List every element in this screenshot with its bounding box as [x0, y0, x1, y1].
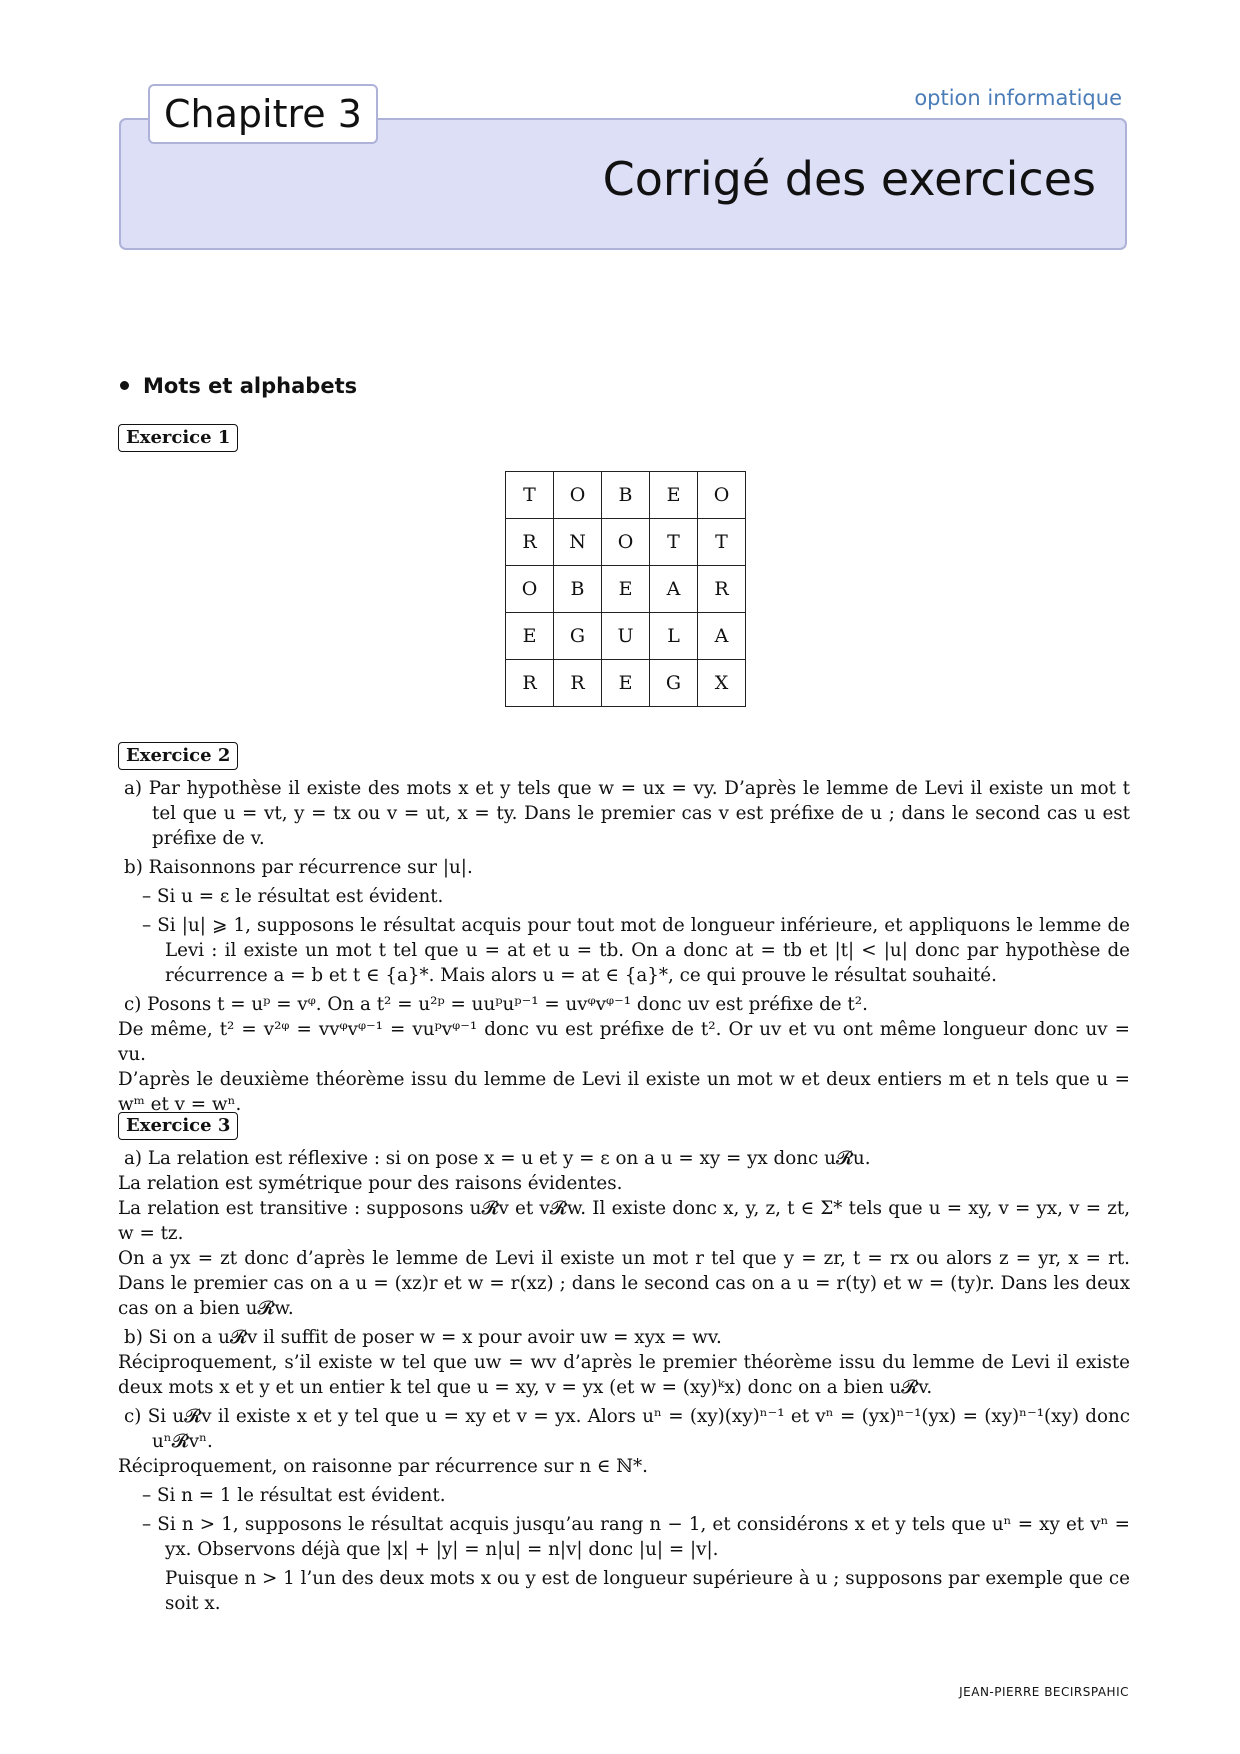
ex3-part-a: a) La relation est réflexive : si on pose x = u et y = ε on a u = xy = yx donc u𝓡u.	[124, 1148, 871, 1169]
grid-cell: A	[698, 613, 746, 660]
ex2-part-a: a) Par hypothèse il existe des mots x et y tels que w = ux = vy. D’après le lemme de Levi il existe un mot t tel que u = vt, y = tx ou v = ut, x = ty. Dans le premier cas v est préfixe de u ; dans le second cas u est préfixe de v.	[124, 778, 1130, 849]
grid-cell: R	[698, 566, 746, 613]
grid-cell: E	[506, 613, 554, 660]
ex3-part-b: b) Si on a u𝓡v il suffit de poser w = x pour avoir uw = xyx = wv.	[124, 1327, 722, 1348]
ex3-c-case-2: – Si n > 1, supposons le résultat acquis jusqu’au rang n − 1, et considérons x et y tels que uⁿ = xy et vⁿ = yx. Observons déjà que |x| + |y| = n|u| = n|v| donc |u| = |v|.	[142, 1514, 1130, 1560]
grid-cell: T	[506, 472, 554, 519]
chapter-label: Chapitre 3	[148, 84, 378, 144]
ex3-b-text-2: Réciproquement, s’il existe w tel que uw = wv d’après le premier théorème issu du lemme de Levi il existe deux mots x et y et un entier k tel que u = xy, v = yx (et w = (xy)ᵏx) donc on a bien u𝓡v.	[118, 1352, 1130, 1398]
grid-cell: B	[602, 472, 650, 519]
grid-cell: O	[698, 472, 746, 519]
grid-cell: N	[554, 519, 602, 566]
ex2-b-case-1: – Si u = ε le résultat est évident.	[142, 886, 444, 907]
section-title: Mots et alphabets	[143, 374, 358, 398]
grid-cell: R	[554, 660, 602, 707]
grid-cell: L	[650, 613, 698, 660]
grid-cell: T	[650, 519, 698, 566]
grid-row	[506, 660, 746, 707]
ex3-a-text-3: La relation est transitive : supposons u𝓡v et v𝓡w. Il existe donc x, y, z, t ∈ Σ* tels que u = xy, v = yx, v = zt, w = tz.	[118, 1198, 1130, 1244]
option-label: option informatique	[914, 86, 1122, 110]
ex3-c-case-2-cont: Puisque n > 1 l’un des deux mots x ou y est de longueur supérieure à u ; supposons par exemple que ce soit x.	[165, 1568, 1130, 1614]
ex3-a-text-2: La relation est symétrique pour des raisons évidentes.	[118, 1173, 623, 1194]
bullet-icon	[120, 381, 129, 390]
section-heading	[120, 374, 357, 398]
ex3-c-text-2: Réciproquement, on raisonne par récurrence sur n ∈ ℕ*.	[118, 1456, 648, 1477]
exercise-2-label: Exercice 2	[118, 742, 238, 770]
ex3-part-c: c) Si u𝓡v il existe x et y tel que u = xy et v = yx. Alors uⁿ = (xy)(xy)ⁿ⁻¹ et vⁿ = (yx)ⁿ⁻¹(yx) = (xy)ⁿ⁻¹(xy) donc uⁿ𝓡vⁿ.	[124, 1406, 1130, 1452]
grid-cell: G	[650, 660, 698, 707]
grid-cell: O	[602, 519, 650, 566]
grid-cell: A	[650, 566, 698, 613]
grid-cell: E	[602, 660, 650, 707]
grid-cell: R	[506, 519, 554, 566]
grid-cell: U	[602, 613, 650, 660]
grid-cell: G	[554, 613, 602, 660]
grid-cell: B	[554, 566, 602, 613]
grid-row	[506, 519, 746, 566]
grid-cell: E	[602, 566, 650, 613]
grid-row	[506, 472, 746, 519]
ex3-a-text-4: On a yx = zt donc d’après le lemme de Levi il existe un mot r tel que y = zr, t = rx ou alors z = yr, x = rt. Dans le premier cas on a u = (xz)r et w = r(xz) ; dans le second cas on a u = r(ty) et w = (ty)r. Dans les deux cas on a bien u𝓡w.	[118, 1248, 1130, 1319]
grid-cell: O	[554, 472, 602, 519]
ex2-c-text-2: De même, t² = v²ᵠ = vvᵠvᵠ⁻¹ = vuᵖvᵠ⁻¹ donc vu est préfixe de t². Or uv et vu ont même longueur donc uv = vu.	[118, 1019, 1130, 1065]
grid-cell: X	[698, 660, 746, 707]
grid-row	[506, 566, 746, 613]
ex2-c-text-3: D’après le deuxième théorème issu du lemme de Levi il existe un mot w et deux entiers m et n tels que u = wᵐ et v = wⁿ.	[118, 1069, 1130, 1115]
ex3-c-case-1: – Si n = 1 le résultat est évident.	[142, 1485, 446, 1506]
ex2-part-b: b) Raisonnons par récurrence sur |u|.	[124, 857, 473, 878]
page-title: Corrigé des exercices	[602, 152, 1096, 206]
exercise-1-label: Exercice 1	[118, 424, 238, 452]
exercise-3-body	[118, 1146, 1130, 1616]
grid-cell: R	[506, 660, 554, 707]
grid-cell: T	[698, 519, 746, 566]
letter-grid	[505, 471, 746, 707]
exercise-2-body	[118, 776, 1130, 1117]
exercise-3-label: Exercice 3	[118, 1112, 238, 1140]
grid-row	[506, 613, 746, 660]
ex2-part-c: c) Posons t = uᵖ = vᵠ. On a t² = u²ᵖ = uuᵖuᵖ⁻¹ = uvᵠvᵠ⁻¹ donc uv est préfixe de t².	[124, 994, 868, 1015]
author-footer: JEAN-PIERRE BECIRSPAHIC	[959, 1685, 1129, 1699]
grid-cell: E	[650, 472, 698, 519]
grid-cell: O	[506, 566, 554, 613]
ex2-b-case-2: – Si |u| ⩾ 1, supposons le résultat acquis pour tout mot de longueur inférieure, et appliquons le lemme de Levi : il existe un mot t tel que u = at et u = tb. On a donc at = tb et |t| < |u| donc par hypothèse de récurrence a = b et t ∈ {a}*. Mais alors u = at ∈ {a}*, ce qui prouve le résultat souhaité.	[142, 915, 1130, 986]
